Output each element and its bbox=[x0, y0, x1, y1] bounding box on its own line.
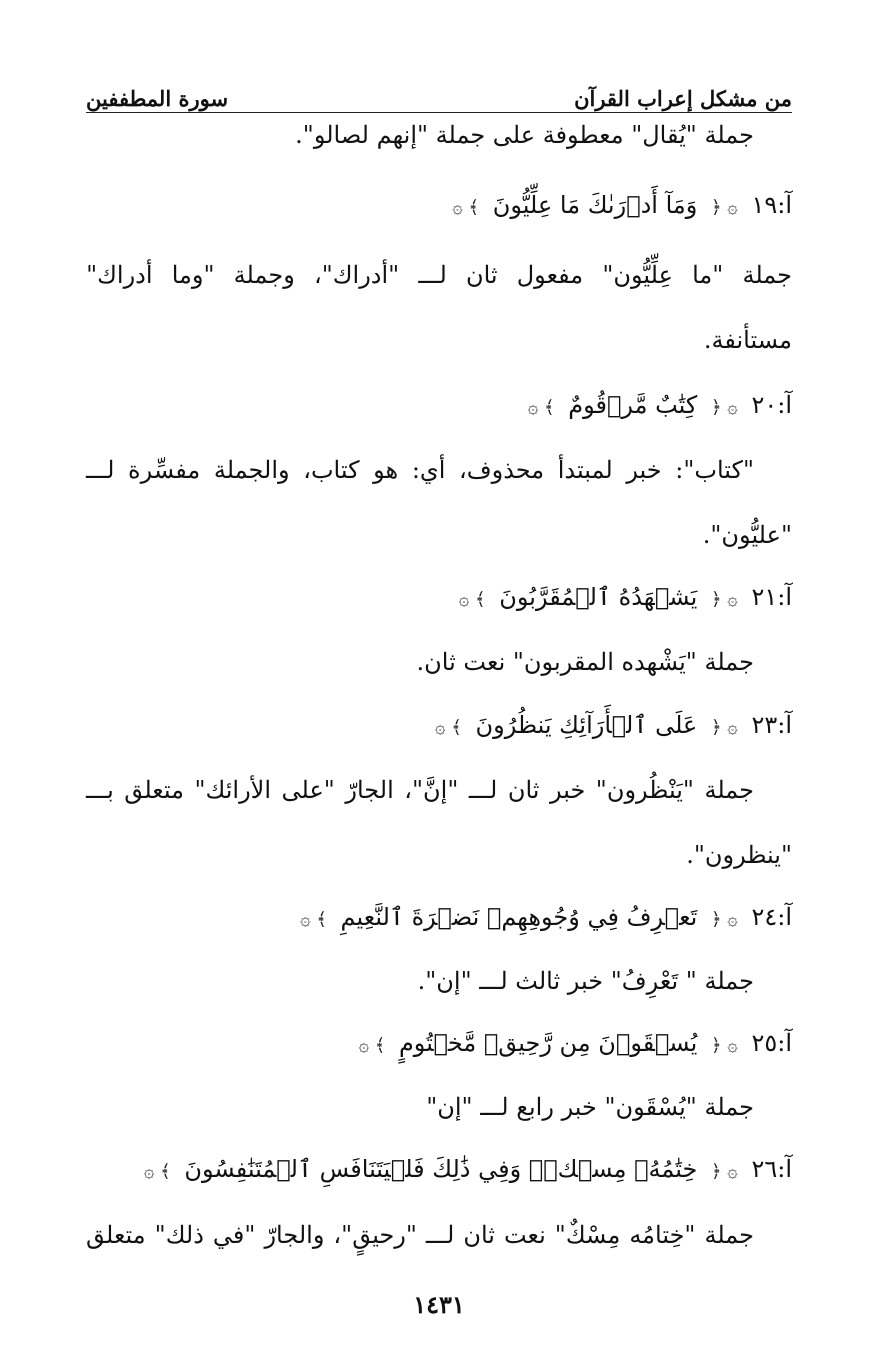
text-line: جملة "يُسْقَون" خبر رابع لـــ "إن" bbox=[426, 1093, 754, 1121]
verse-ref: آ:٢٠ bbox=[751, 391, 792, 419]
verse-line bbox=[453, 582, 792, 615]
quran-text: كِتَٰبٌ مَّرۡقُومٌ bbox=[568, 391, 698, 419]
quran-text: وَمَآ أَدۡرَىٰكَ مَا عِلِّيُّونَ bbox=[492, 191, 698, 219]
verse-ornament-icon: ۞ ﴿ bbox=[710, 1035, 738, 1056]
page-number: ١٤٣١ bbox=[413, 1290, 465, 1319]
verse-ref: آ:١٩ bbox=[751, 191, 792, 219]
verse-ornament-icon: ﴾ ۞ bbox=[143, 1161, 171, 1182]
verse-ref: آ:٢٦ bbox=[751, 1155, 792, 1183]
verse-ref: آ:٢١ bbox=[751, 583, 792, 611]
book-title: من مشكل إعراب القرآن bbox=[574, 85, 792, 111]
quran-text: عَلَى ٱلۡأَرَآئِكِ يَنظُرُونَ bbox=[475, 711, 698, 739]
text-line: مستأنفة. bbox=[703, 326, 792, 354]
text-line: جملة "خِتامُه مِسْكٌ" نعت ثان لـــ "رحيقٍ"، والجارّ "في ذلك" متعلق bbox=[86, 1221, 754, 1249]
text-line: جملة " تَعْرِفُ" خبر ثالث لـــ "إن". bbox=[417, 967, 754, 995]
text-line: جملة "يُقال" معطوفة على جملة "إنهم لصالو". bbox=[295, 121, 754, 149]
verse-ornament-icon: ۞ ﴿ bbox=[710, 589, 738, 610]
quran-text: يَشۡهَدُهُ ٱلۡمُقَرَّبُونَ bbox=[499, 583, 698, 611]
verse-ornament-icon: ﴾ ۞ bbox=[358, 1035, 386, 1056]
verse-ornament-icon: ﴾ ۞ bbox=[527, 397, 555, 418]
verse-ornament-icon: ﴾ ۞ bbox=[458, 589, 486, 610]
verse-line bbox=[352, 1028, 792, 1061]
verse-ref: آ:٢٥ bbox=[751, 1029, 792, 1057]
running-header bbox=[86, 82, 792, 114]
verse-line bbox=[446, 190, 792, 223]
verse-ornament-icon: ۞ ﴿ bbox=[710, 909, 738, 930]
verse-ornament-icon: ﴾ ۞ bbox=[300, 909, 327, 930]
text-line: جملة "ما عِلِّيُّون" مفعول ثان لـــ "أدراك"، وجملة "وما أدراك" bbox=[86, 261, 792, 289]
verse-ornament-icon: ﴾ ۞ bbox=[452, 197, 480, 218]
verse-ornament-icon: ۞ ﴿ bbox=[710, 397, 738, 418]
quran-text: تَعۡرِفُ فِي وُجُوهِهِمۡ نَضۡرَةَ ٱلنَّعِيمِ bbox=[340, 903, 698, 931]
verse-line bbox=[294, 902, 792, 935]
verse-line bbox=[429, 710, 792, 743]
verse-ornament-icon: ۞ ﴿ bbox=[710, 197, 738, 218]
verse-ornament-icon: ۞ ﴿ bbox=[710, 1161, 738, 1182]
verse-ref: آ:٢٤ bbox=[751, 903, 792, 931]
quran-text: خِتَٰمُهُۥ مِسۡكٞۚ وَفِي ذَٰلِكَ فَلۡيَتَنَافَسِ ٱلۡمُتَنَٰفِسُونَ bbox=[184, 1155, 698, 1183]
verse-ornament-icon: ۞ ﴿ bbox=[710, 717, 738, 738]
text-line: جملة "يَنْظُرون" خبر ثان لـــ "إنَّ"، الجارّ "على الأرائك" متعلق بـــ bbox=[86, 776, 754, 804]
text-line: "كتاب": خبر لمبتدأ محذوف، أي: هو كتاب، والجملة مفسِّرة لـــ bbox=[86, 456, 754, 484]
text-line: "عليُّون". bbox=[702, 521, 792, 549]
quran-text: يُسۡقَوۡنَ مِن رَّحِيقٖ مَّخۡتُومٍ bbox=[398, 1029, 698, 1057]
header-divider bbox=[86, 112, 792, 113]
text-line: "ينظرون". bbox=[686, 841, 792, 869]
verse-line bbox=[522, 390, 792, 423]
verse-line bbox=[138, 1154, 792, 1187]
text-line: جملة "يَشْهده المقربون" نعت ثان. bbox=[416, 648, 754, 676]
verse-ref: آ:٢٣ bbox=[751, 711, 792, 739]
surah-title: سورة المطففين bbox=[86, 85, 229, 111]
verse-ornament-icon: ﴾ ۞ bbox=[435, 717, 462, 738]
